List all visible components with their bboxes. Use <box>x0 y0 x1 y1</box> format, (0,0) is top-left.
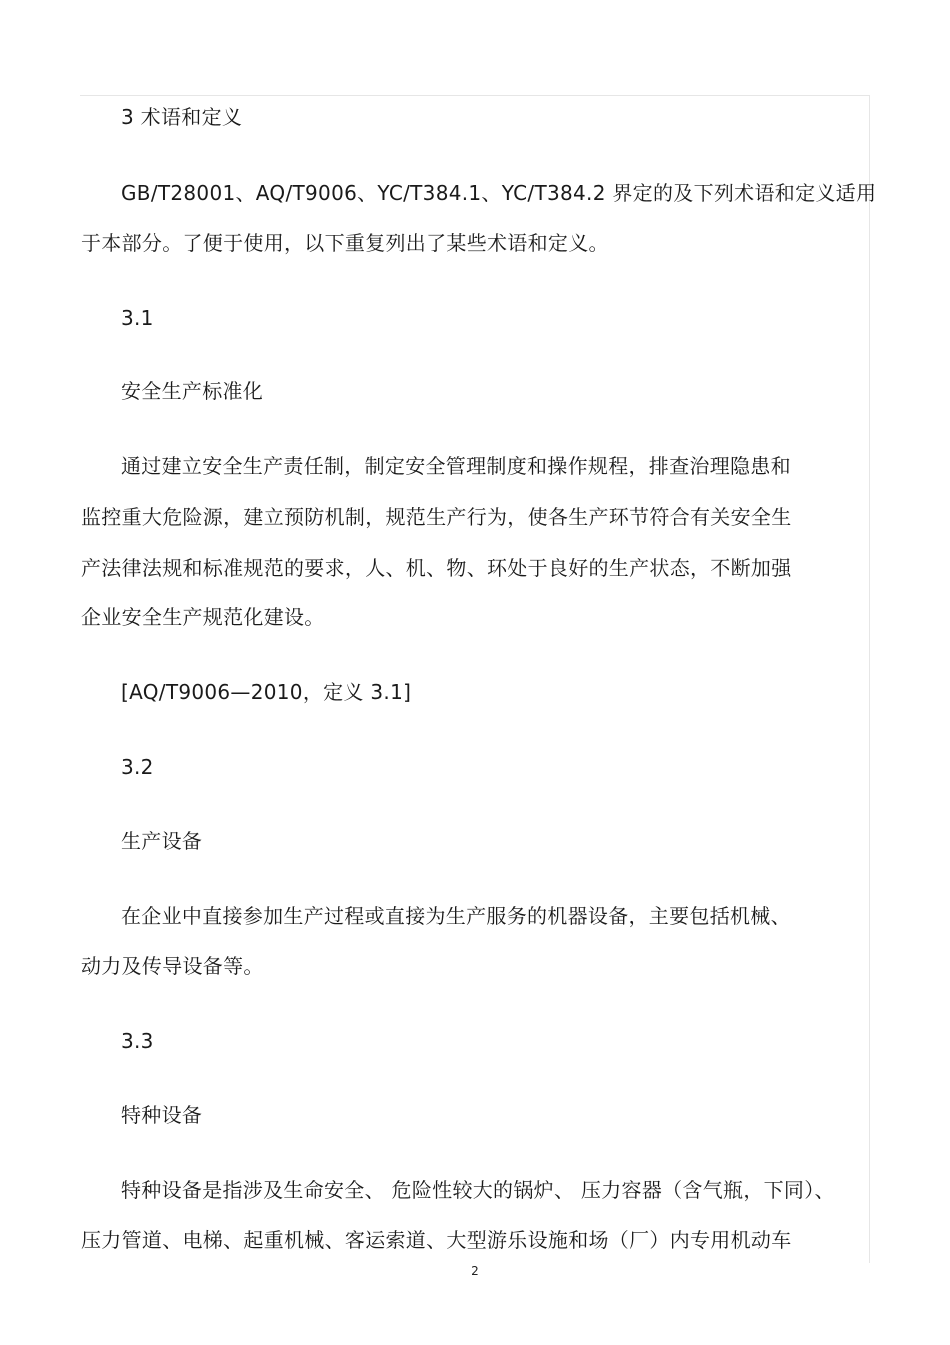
page-border-right <box>869 95 870 1263</box>
term-title: 特种设备 <box>121 1103 203 1127</box>
paragraph-line: 通过建立安全生产责任制，制定安全管理制度和操作规程，排查治理隐患和 <box>121 454 791 478</box>
paragraph-line: 产法律法规和标准规范的要求，人、机、物、环处于良好的生产状态，不断加强 <box>81 556 792 580</box>
page-border-top <box>80 95 870 96</box>
reference-note: [AQ/T9006—2010，定义 3.1] <box>121 680 412 704</box>
page-number: 2 <box>471 1264 479 1278</box>
section-heading: 3 术语和定义 <box>121 105 243 129</box>
paragraph-line: 于本部分。了便于使用，以下重复列出了某些术语和定义。 <box>81 231 609 255</box>
paragraph-line: 动力及传导设备等。 <box>81 954 264 978</box>
clause-number: 3.1 <box>121 306 154 330</box>
paragraph-line: 企业安全生产规范化建设。 <box>81 605 325 629</box>
paragraph-line: 在企业中直接参加生产过程或直接为生产服务的机器设备，主要包括机械、 <box>121 904 791 928</box>
paragraph-line: 特种设备是指涉及生命安全、 危险性较大的锅炉、 压力容器（含气瓶，下同）、 <box>121 1178 835 1202</box>
paragraph-line: 压力管道、电梯、起重机械、客运索道、大型游乐设施和场（厂）内专用机动车 <box>81 1228 792 1252</box>
paragraph-line: GB/T28001、AQ/T9006、YC/T384.1、YC/T384.2 界定的及下列术语和定义适用 <box>121 181 877 205</box>
clause-number: 3.3 <box>121 1029 154 1053</box>
clause-number: 3.2 <box>121 755 154 779</box>
term-title: 安全生产标准化 <box>121 379 264 403</box>
paragraph-line: 监控重大危险源，建立预防机制，规范生产行为，使各生产环节符合有关安全生 <box>81 505 792 529</box>
term-title: 生产设备 <box>121 829 203 853</box>
